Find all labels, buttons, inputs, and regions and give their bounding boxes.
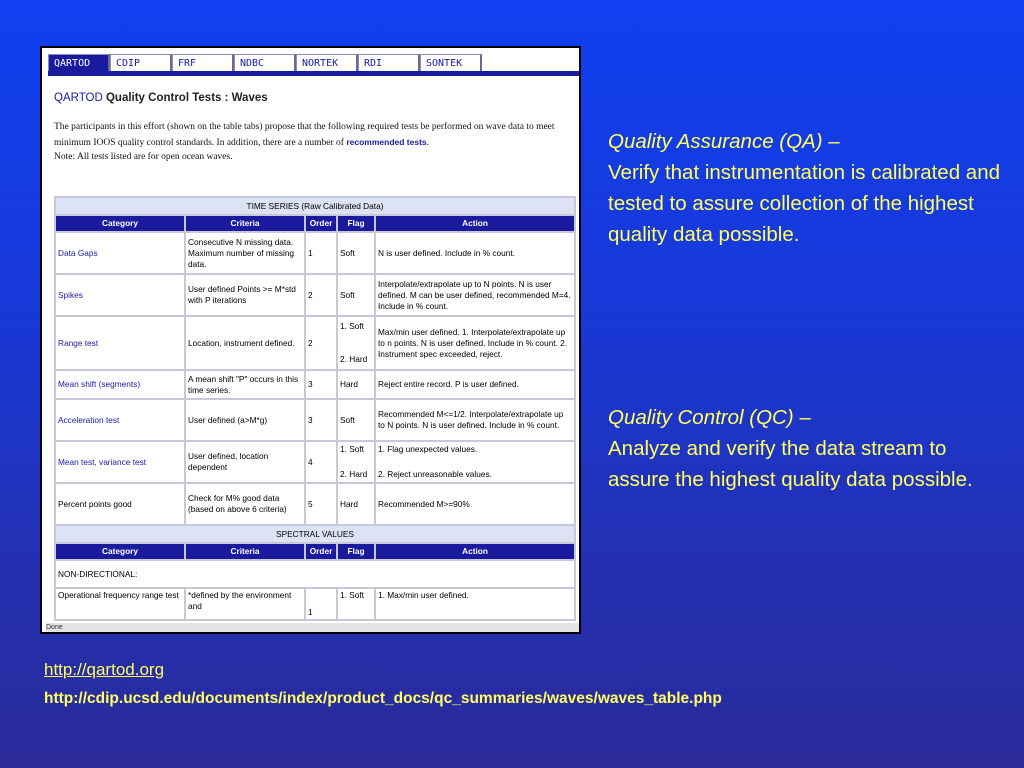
- row-action: Recommended M>=90%: [376, 484, 574, 524]
- row-flag-1: 1. Soft: [340, 321, 364, 331]
- row-category[interactable]: Spikes: [56, 275, 184, 315]
- row-action: Max/min user defined. 1. Interpolate/extrapolate up to n points. N is user defined. Include in % count. 2. Instrument spec exceeded, reject.: [376, 317, 574, 369]
- row-flag: Soft: [338, 275, 374, 315]
- row-category: Percent points good: [56, 484, 184, 524]
- row-flag: [338, 317, 374, 369]
- qc-description: [608, 402, 1008, 495]
- row-criteria: Location, instrument defined.: [186, 317, 304, 369]
- page-title-brand: QARTOD: [54, 92, 103, 104]
- tab-rdi[interactable]: RDI: [358, 54, 420, 71]
- row-flag: Hard: [338, 484, 374, 524]
- cdip-link[interactable]: http://cdip.ucsd.edu/documents/index/product_docs/qc_summaries/waves/waves_table.php: [44, 690, 722, 707]
- table-row: [56, 442, 574, 482]
- row-order: 4: [306, 442, 336, 482]
- row-action: Recommended M<=1/2. Interpolate/extrapolate up to N points. N is user defined. Include in % count.: [376, 400, 574, 440]
- row-action: Interpolate/extrapolate up to N points. N is user defined. M can be user defined, recommended M=4. Include in % count.: [376, 275, 574, 315]
- section-time-series: TIME SERIES (Raw Calibrated Data): [56, 198, 574, 214]
- row-order: 2: [306, 275, 336, 315]
- qa-body: Verify that instrumentation is calibrated and tested to assure collection of the highest quality data possible.: [608, 161, 1000, 246]
- row-order: 1: [306, 233, 336, 273]
- tab-nortek[interactable]: NORTEK: [296, 54, 358, 71]
- col-header-order: Order: [306, 216, 336, 231]
- row-category[interactable]: Mean shift (segments): [56, 371, 184, 398]
- row-criteria: Check for M% good data (based on above 6 criteria): [186, 484, 304, 524]
- browser-status-bar: Done: [46, 623, 579, 632]
- recommended-tests-link[interactable]: recommended tests: [346, 136, 427, 147]
- qc-body: Analyze and verify the data stream to assure the highest quality data possible.: [608, 437, 973, 491]
- row-flag: [338, 442, 374, 482]
- qc-dash: –: [793, 406, 811, 429]
- tab-frf[interactable]: FRF: [172, 54, 234, 71]
- note-text: Note: All tests listed are for open ocean waves.: [54, 152, 233, 162]
- participant-tabs: [48, 54, 482, 72]
- browser-screenshot: [40, 46, 581, 634]
- row-order: 1: [306, 589, 336, 619]
- qc-heading: Quality Control (QC): [608, 406, 794, 429]
- row-category[interactable]: Range test: [56, 317, 184, 369]
- intro-period: .: [426, 137, 430, 148]
- row-action: 1. Max/min user defined.: [376, 589, 574, 619]
- row-action: N is user defined. Include in % count.: [376, 233, 574, 273]
- section-spectral-values: SPECTRAL VALUES: [56, 526, 574, 542]
- row-criteria: *defined by the environment and: [186, 589, 304, 619]
- row-flag: Hard: [338, 371, 374, 398]
- row-order: 3: [306, 371, 336, 398]
- intro-text: The participants in this effort (shown on the table tabs) propose that the following required tests be performed on wave data to meet minimum IOOS quality control standards. In addition, there are a number of: [54, 122, 555, 148]
- qc-tests-table: [54, 196, 576, 621]
- col-header-criteria: Criteria: [186, 544, 304, 559]
- row-flag: Soft: [338, 233, 374, 273]
- row-category: Operational frequency range test: [56, 589, 184, 619]
- row-flag: Soft: [338, 400, 374, 440]
- row-flag-2: 2. Hard: [340, 469, 368, 479]
- intro-paragraph: [54, 120, 574, 165]
- row-action: Reject entire record. P is user defined.: [376, 371, 574, 398]
- col-header-order: Order: [306, 544, 336, 559]
- table-row: [56, 275, 574, 315]
- row-flag: 1. Soft: [338, 589, 374, 619]
- row-category[interactable]: Data Gaps: [56, 233, 184, 273]
- table-row: [56, 233, 574, 273]
- row-order: 5: [306, 484, 336, 524]
- row-flag-2: 2. Hard: [340, 354, 368, 364]
- table-row: [56, 371, 574, 398]
- qa-description: [608, 126, 1008, 250]
- col-header-category: Category: [56, 216, 184, 231]
- qartod-link[interactable]: http://qartod.org: [44, 660, 165, 679]
- table-row: [56, 317, 574, 369]
- col-header-flag: Flag: [338, 544, 374, 559]
- table-row: [56, 589, 574, 619]
- col-header-action: Action: [376, 216, 574, 231]
- row-criteria: Consecutive N missing data. Maximum number of missing data.: [186, 233, 304, 273]
- row-criteria: User defined (a>M*g): [186, 400, 304, 440]
- qa-dash: –: [822, 130, 840, 153]
- table-row: [56, 484, 574, 524]
- tab-sontek[interactable]: SONTEK: [420, 54, 482, 71]
- row-category[interactable]: Mean test, variance test: [56, 442, 184, 482]
- row-action: [376, 442, 574, 482]
- browser-page: [42, 48, 579, 632]
- row-criteria: User defined Points >= M*std with P iterations: [186, 275, 304, 315]
- col-header-category: Category: [56, 544, 184, 559]
- tab-qartod[interactable]: QARTOD: [48, 54, 110, 71]
- row-criteria: User defined, location dependent: [186, 442, 304, 482]
- col-header-flag: Flag: [338, 216, 374, 231]
- non-directional-label: NON-DIRECTIONAL:: [56, 561, 574, 587]
- col-header-action: Action: [376, 544, 574, 559]
- row-category[interactable]: Acceleration test: [56, 400, 184, 440]
- col-header-criteria: Criteria: [186, 216, 304, 231]
- table-row: [56, 561, 574, 587]
- row-order: 3: [306, 400, 336, 440]
- tab-ndbc[interactable]: NDBC: [234, 54, 296, 71]
- page-title-rest: Quality Control Tests : Waves: [102, 92, 268, 104]
- row-action-2: 2. Reject unreasonable values.: [378, 469, 492, 479]
- row-criteria: A mean shift "P" occurs in this time series.: [186, 371, 304, 398]
- row-flag-1: 1. Soft: [340, 444, 364, 454]
- tab-underline: [48, 71, 579, 76]
- table-row: [56, 400, 574, 440]
- row-order: 2: [306, 317, 336, 369]
- page-title: [54, 92, 268, 104]
- row-action-1: 1. Flag unexpected values.: [378, 444, 478, 454]
- tab-cdip[interactable]: CDIP: [110, 54, 172, 71]
- qa-heading: Quality Assurance (QA): [608, 130, 823, 153]
